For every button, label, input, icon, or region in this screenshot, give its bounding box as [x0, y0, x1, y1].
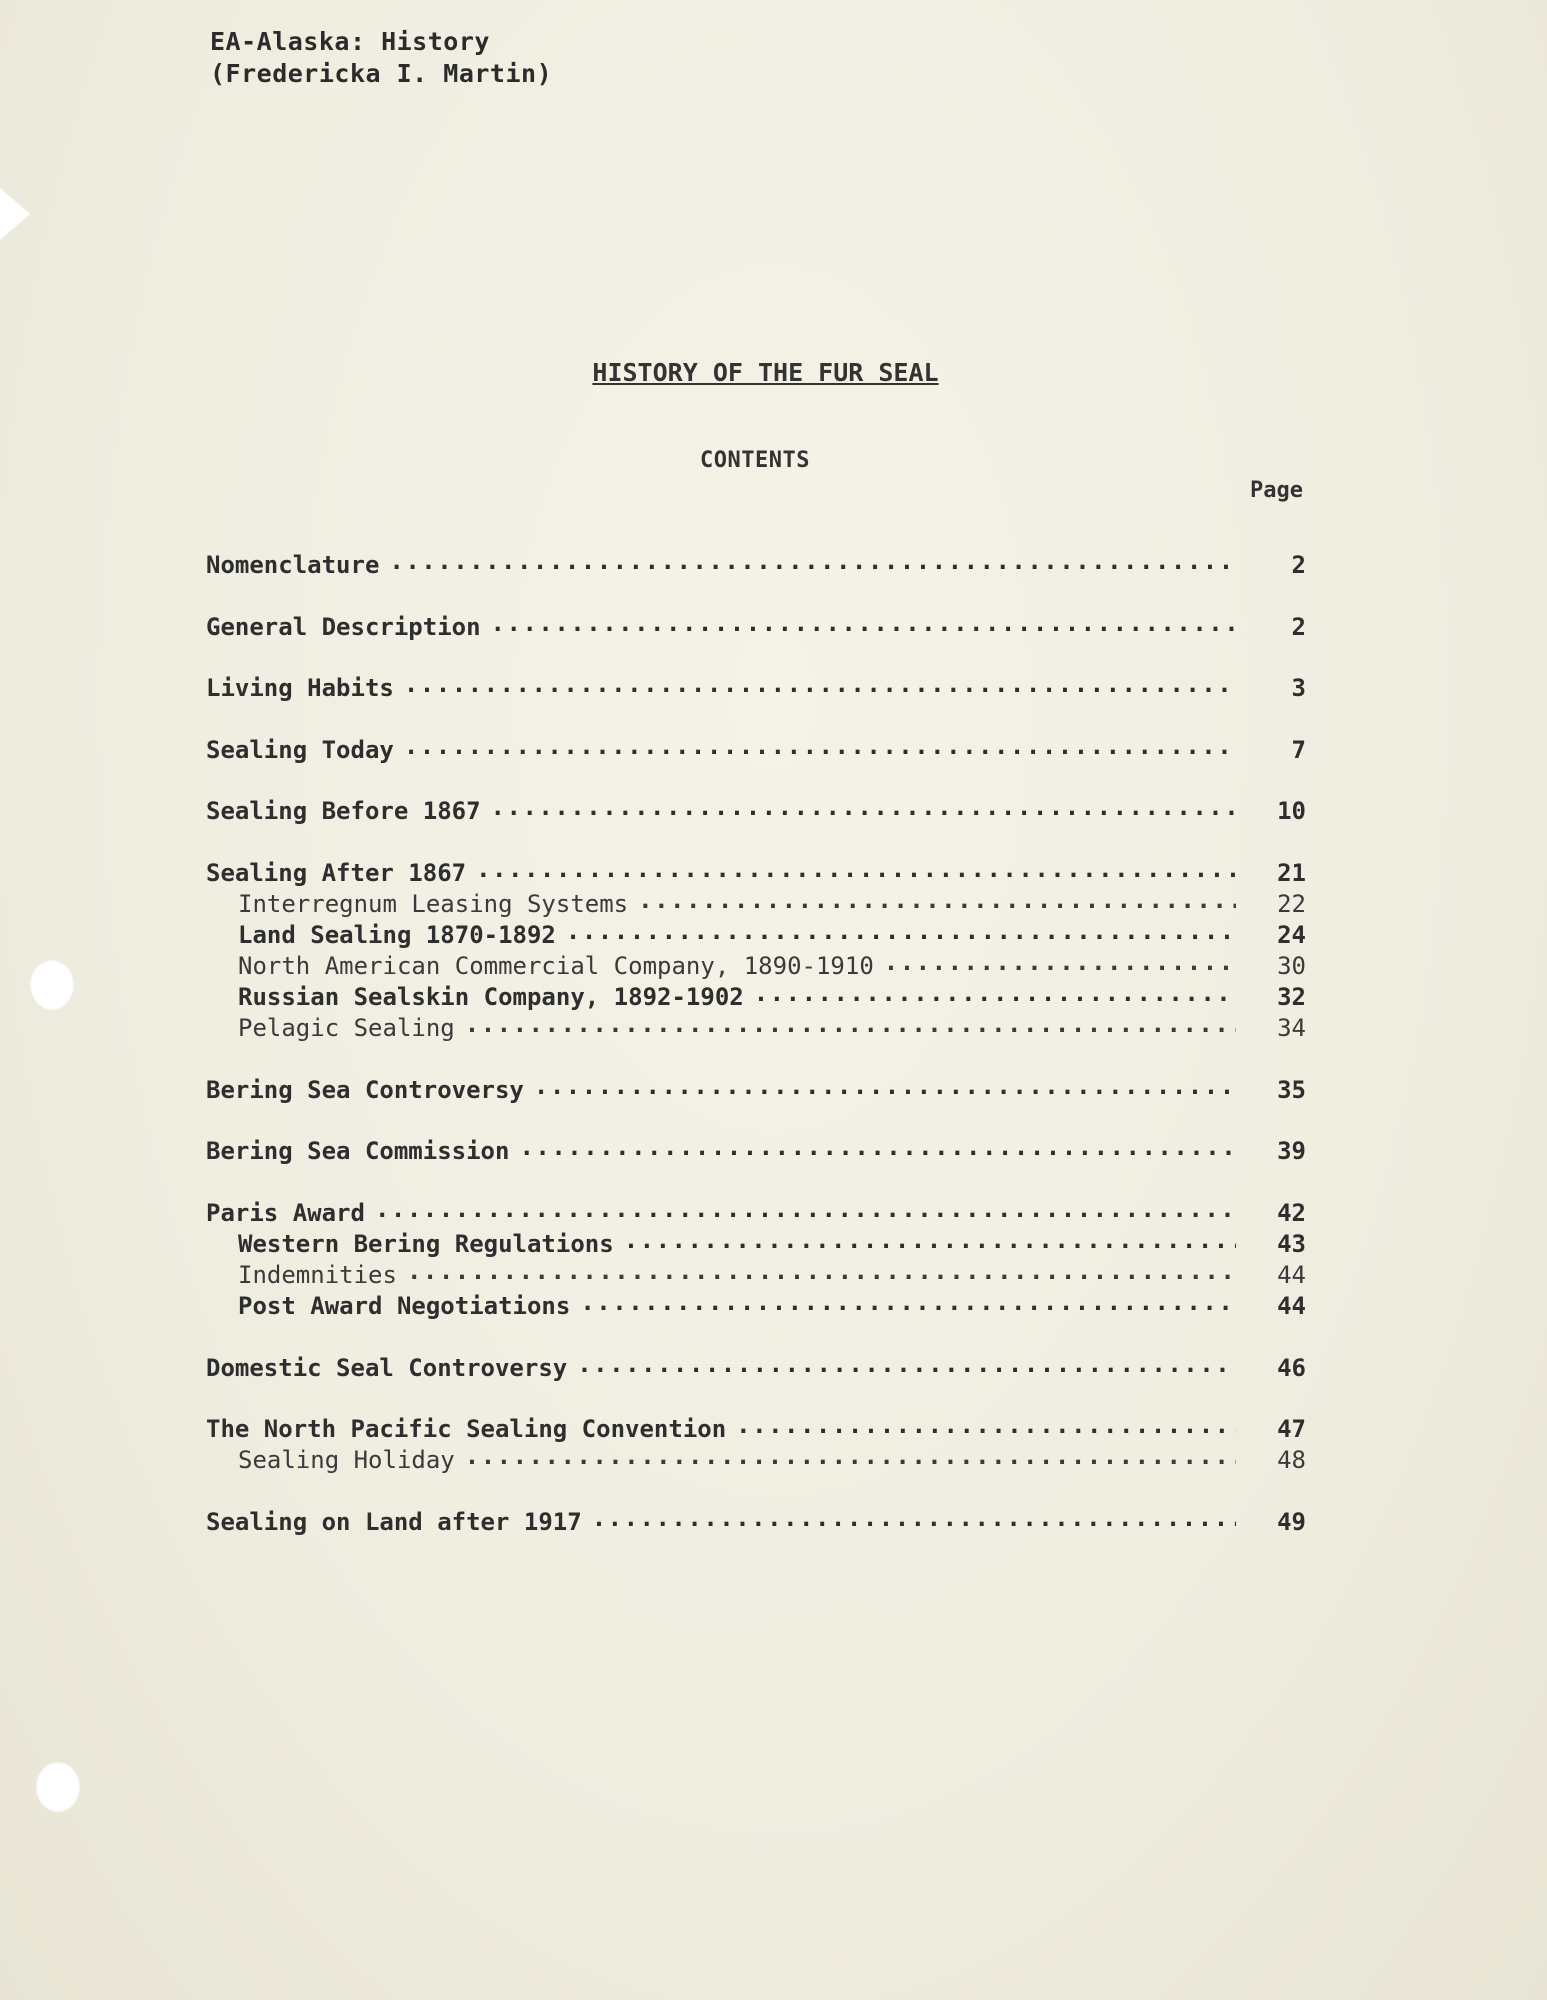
toc-subentry — [238, 1008, 1306, 1042]
toc-entry — [206, 1502, 1306, 1536]
toc-subentry — [238, 1224, 1306, 1258]
toc-page-number: 32 — [1277, 983, 1306, 1011]
toc-subentry — [238, 1255, 1306, 1289]
toc-entry-title: The North Pacific Sealing Convention — [206, 1415, 727, 1443]
toc-entry-title: Sealing Today — [206, 736, 394, 764]
toc-entry — [206, 668, 1306, 702]
toc-entry-title: Russian Sealskin Company, 1892-1902 — [238, 983, 744, 1011]
toc-leader-dots — [534, 1070, 1236, 1098]
toc-page-number: 43 — [1277, 1230, 1306, 1258]
toc-entry — [206, 853, 1306, 887]
toc-leader-dots — [519, 1131, 1236, 1159]
header-author: (Fredericka I. Martin) — [210, 59, 553, 88]
toc-leader-dots — [754, 977, 1236, 1005]
punch-hole — [30, 960, 74, 1010]
document-header — [210, 26, 552, 90]
toc-entry — [206, 1131, 1306, 1165]
toc-entry-title: Pelagic Sealing — [238, 1014, 455, 1042]
toc-leader-dots — [580, 1286, 1236, 1314]
toc-leader-dots — [884, 946, 1236, 974]
toc-page-number: 44 — [1277, 1261, 1306, 1289]
toc-page-number: 49 — [1277, 1508, 1306, 1536]
toc-leader-dots — [566, 915, 1236, 943]
toc-entry-title: Post Award Negotiations — [238, 1292, 571, 1320]
toc-entry-title: General Description — [206, 613, 481, 641]
page-column-heading: Page — [1250, 478, 1303, 503]
toc-leader-dots — [389, 545, 1236, 573]
toc-leader-dots — [624, 1224, 1236, 1252]
toc-page-number: 21 — [1277, 859, 1306, 887]
toc-leader-dots — [407, 1255, 1236, 1283]
toc-leader-dots — [465, 1008, 1236, 1036]
toc-entry — [206, 1409, 1306, 1443]
toc-leader-dots — [491, 791, 1236, 819]
toc-entry-title: Paris Award — [206, 1199, 365, 1227]
toc-entry-title: Nomenclature — [206, 551, 380, 579]
toc-page-number: 46 — [1277, 1354, 1306, 1382]
toc-subentry — [238, 915, 1306, 949]
toc-page-number: 2 — [1291, 551, 1306, 579]
toc-leader-dots — [404, 668, 1236, 696]
toc-page-number: 22 — [1277, 890, 1306, 918]
toc-entry — [206, 1193, 1306, 1227]
toc-page-number: 47 — [1277, 1415, 1306, 1443]
toc-entry — [206, 730, 1306, 764]
toc-leader-dots — [577, 1348, 1236, 1376]
toc-entry-title: Bering Sea Controversy — [206, 1076, 524, 1104]
header-subject: EA-Alaska: History — [210, 27, 490, 56]
paper-notch — [0, 188, 30, 240]
toc-entry — [206, 1348, 1306, 1382]
toc-entry-title: Indemnities — [238, 1261, 397, 1289]
toc-entry-title: Interregnum Leasing Systems — [238, 890, 629, 918]
toc-page-number: 34 — [1277, 1014, 1306, 1042]
toc-page-number: 10 — [1277, 797, 1306, 825]
toc-entry — [206, 607, 1306, 641]
toc-entry-title: Domestic Seal Controversy — [206, 1354, 568, 1382]
toc-entry-title: Sealing on Land after 1917 — [206, 1508, 582, 1536]
document-title-text: HISTORY OF THE FUR SEAL — [592, 358, 939, 387]
toc-subentry — [238, 884, 1306, 918]
contents-heading: CONTENTS — [700, 448, 810, 473]
toc-page-number: 30 — [1277, 952, 1306, 980]
toc-entry — [206, 791, 1306, 825]
toc-entry-title: Sealing Before 1867 — [206, 797, 481, 825]
toc-entry-title: North American Commercial Company, 1890-1910 — [238, 952, 874, 980]
punch-hole — [36, 1762, 80, 1812]
toc-subentry — [238, 977, 1306, 1011]
toc-entry-title: Western Bering Regulations — [238, 1230, 614, 1258]
document-title — [0, 358, 1547, 387]
toc-leader-dots — [404, 730, 1236, 758]
toc-leader-dots — [476, 853, 1236, 881]
toc-page-number: 2 — [1291, 613, 1306, 641]
toc-leader-dots — [465, 1440, 1236, 1468]
toc-leader-dots — [375, 1193, 1236, 1221]
toc-page-number: 44 — [1277, 1292, 1306, 1320]
toc-page-number: 48 — [1277, 1446, 1306, 1474]
toc-page-number: 24 — [1277, 921, 1306, 949]
toc-subentry — [238, 946, 1306, 980]
toc-leader-dots — [736, 1409, 1236, 1437]
toc-leader-dots — [638, 884, 1236, 912]
toc-page-number: 42 — [1277, 1199, 1306, 1227]
toc-entry-title: Sealing Holiday — [238, 1446, 455, 1474]
toc-leader-dots — [592, 1502, 1236, 1530]
toc-entry — [206, 1070, 1306, 1104]
toc-entry-title: Living Habits — [206, 674, 394, 702]
toc-entry-title: Land Sealing 1870-1892 — [238, 921, 556, 949]
toc-page-number: 3 — [1291, 674, 1306, 702]
toc-entry — [206, 545, 1306, 579]
toc-entry-title: Bering Sea Commission — [206, 1137, 510, 1165]
toc-subentry — [238, 1440, 1306, 1474]
toc-entry-title: Sealing After 1867 — [206, 859, 467, 887]
toc-page-number: 35 — [1277, 1076, 1306, 1104]
toc-page-number: 7 — [1291, 736, 1306, 764]
toc-page-number: 39 — [1277, 1137, 1306, 1165]
toc-leader-dots — [491, 607, 1236, 635]
toc-subentry — [238, 1286, 1306, 1320]
